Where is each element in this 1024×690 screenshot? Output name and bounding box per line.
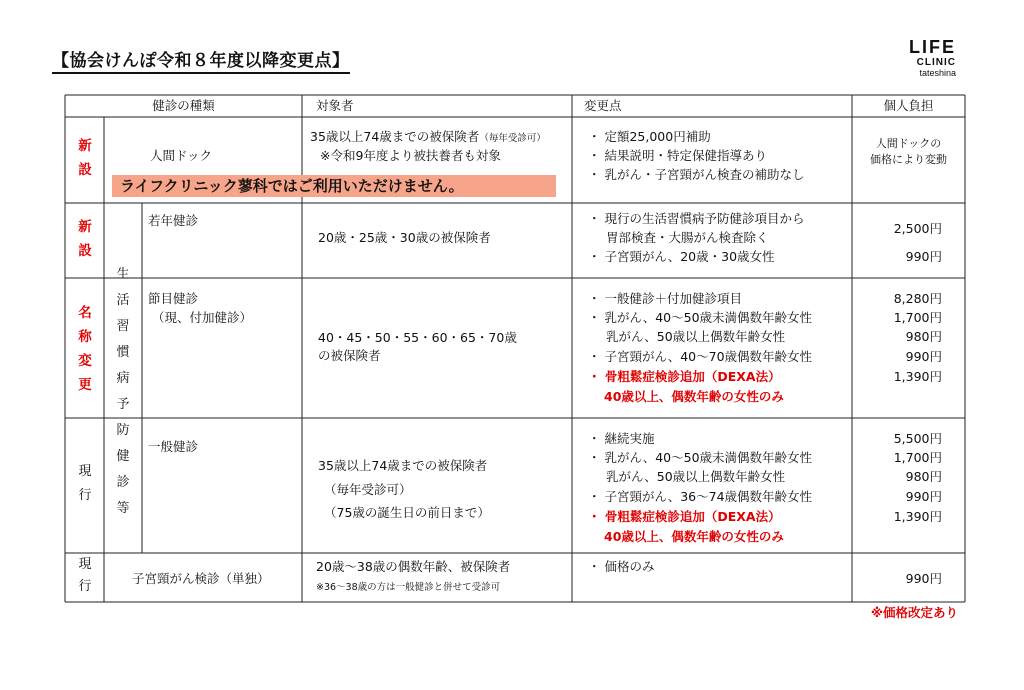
change-milestone-3: 乳がん、50歳以上偶数年齢女性 — [606, 329, 786, 344]
change-milestone-2: ・ 乳がん、40～50歳未満偶数年齢女性 — [588, 310, 813, 325]
status-dock: 新設 — [78, 138, 92, 178]
cost-milestone-1: 8,280円 — [893, 291, 942, 306]
cost-cervical-1: 990円 — [905, 571, 942, 586]
logo-line-3: tateshina — [919, 68, 956, 78]
exam-name-general: 一般健診 — [148, 439, 199, 454]
unavailable-banner: ライフクリニック蓼科ではご利用いただけません。 — [112, 175, 556, 197]
change-milestone-5: ・ 骨粗鬆症検診追加（DEXA法） — [588, 369, 781, 384]
cost-young-2: 990円 — [905, 249, 942, 264]
target-dock-note: （毎年受診可） — [479, 133, 546, 144]
change-general-5: ・ 骨粗鬆症検診追加（DEXA法） — [588, 509, 781, 524]
header-type: 健診の種類 — [152, 98, 215, 113]
change-general-4: ・ 子宮頸がん、36～74歳偶数年齢女性 — [588, 489, 813, 504]
logo-line-1: LIFE — [909, 37, 956, 57]
change-general-2: ・ 乳がん、40～50歳未満偶数年齢女性 — [588, 450, 813, 465]
change-young-2: 胃部検査・大腸がん検査除く — [606, 230, 769, 245]
change-milestone-4: ・ 子宮頸がん、40～70歳偶数年齢女性 — [588, 349, 813, 364]
target-dock-line1: 35歳以上74歳までの被保険者 — [310, 129, 480, 144]
target-general-2: （毎年受診可） — [324, 482, 412, 497]
target-milestone-2: の被保険者 — [318, 348, 381, 363]
change-general-6: 40歳以上、偶数年齢の女性のみ — [604, 529, 784, 544]
status-milestone: 名称変更 — [78, 305, 92, 393]
cost-general-2: 1,700円 — [893, 450, 942, 465]
page-title: 【協会けんぽ令和８年度以降変更点】 — [52, 46, 350, 74]
group-label: 生活習慣病予防健診等 — [116, 267, 130, 516]
target-cervical-1: 20歳～38歳の偶数年齢、被保険者 — [316, 559, 511, 574]
target-milestone-1: 40・45・50・55・60・65・70歳 — [318, 330, 517, 345]
change-dock-3: ・ 乳がん・子宮頸がん検査の補助なし — [588, 167, 805, 182]
exam-name-dock: 人間ドック — [150, 148, 213, 163]
header-changes: 変更点 — [584, 98, 622, 113]
target-dock — [310, 127, 546, 148]
header-cost: 個人負担 — [883, 98, 934, 113]
change-young-3: ・ 子宮頸がん、20歳・30歳女性 — [588, 249, 775, 264]
status-young: 新設 — [78, 219, 92, 259]
cost-young-1: 2,500円 — [893, 221, 942, 236]
logo-line-2: CLINIC — [916, 57, 956, 68]
target-general-1: 35歳以上74歳までの被保険者 — [318, 458, 488, 473]
cost-general-5: 1,390円 — [893, 509, 942, 524]
change-dock-1: ・ 定額25,000円補助 — [588, 129, 711, 144]
cost-dock-2: 価格により変動 — [870, 153, 947, 166]
cost-milestone-2: 1,700円 — [893, 310, 942, 325]
status-cervical: 現行 — [78, 557, 92, 594]
exam-subname-milestone: （現、付加健診） — [152, 310, 253, 325]
cost-general-1: 5,500円 — [893, 431, 942, 446]
target-general-3: （75歳の誕生日の前日まで） — [324, 505, 490, 520]
cost-milestone-4: 990円 — [905, 349, 942, 364]
change-general-3: 乳がん、50歳以上偶数年齢女性 — [606, 469, 786, 484]
exam-name-young: 若年健診 — [148, 213, 199, 228]
cost-general-3: 980円 — [905, 469, 942, 484]
cost-milestone-5: 1,390円 — [893, 369, 942, 384]
price-revision-note: ※価格改定あり — [870, 605, 958, 620]
header-target: 対象者 — [316, 98, 354, 113]
target-young: 20歳・25歳・30歳の被保険者 — [318, 230, 491, 245]
change-milestone-6: 40歳以上、偶数年齢の女性のみ — [604, 389, 784, 404]
exam-name-cervical: 子宮頸がん検診（単独） — [132, 571, 270, 586]
change-general-1: ・ 継続実施 — [588, 431, 655, 446]
target-dock-line3: ※令和9年度より被扶養者も対象 — [320, 148, 501, 163]
cost-dock-1: 人間ドックの — [875, 137, 942, 150]
change-dock-2: ・ 結果説明・特定保健指導あり — [588, 148, 767, 163]
change-milestone-1: ・ 一般健診＋付加健診項目 — [588, 291, 742, 306]
exam-name-milestone: 節目健診 — [148, 291, 199, 306]
cost-general-4: 990円 — [905, 489, 942, 504]
cost-milestone-3: 980円 — [905, 329, 942, 344]
target-cervical-2: ※36～38歳の方は一般健診と併せて受診可 — [316, 582, 501, 593]
clinic-logo — [909, 38, 956, 78]
change-cervical-1: ・ 価格のみ — [588, 559, 655, 574]
status-general: 現行 — [78, 464, 92, 503]
change-young-1: ・ 現行の生活習慣病予防健診項目から — [588, 211, 805, 226]
